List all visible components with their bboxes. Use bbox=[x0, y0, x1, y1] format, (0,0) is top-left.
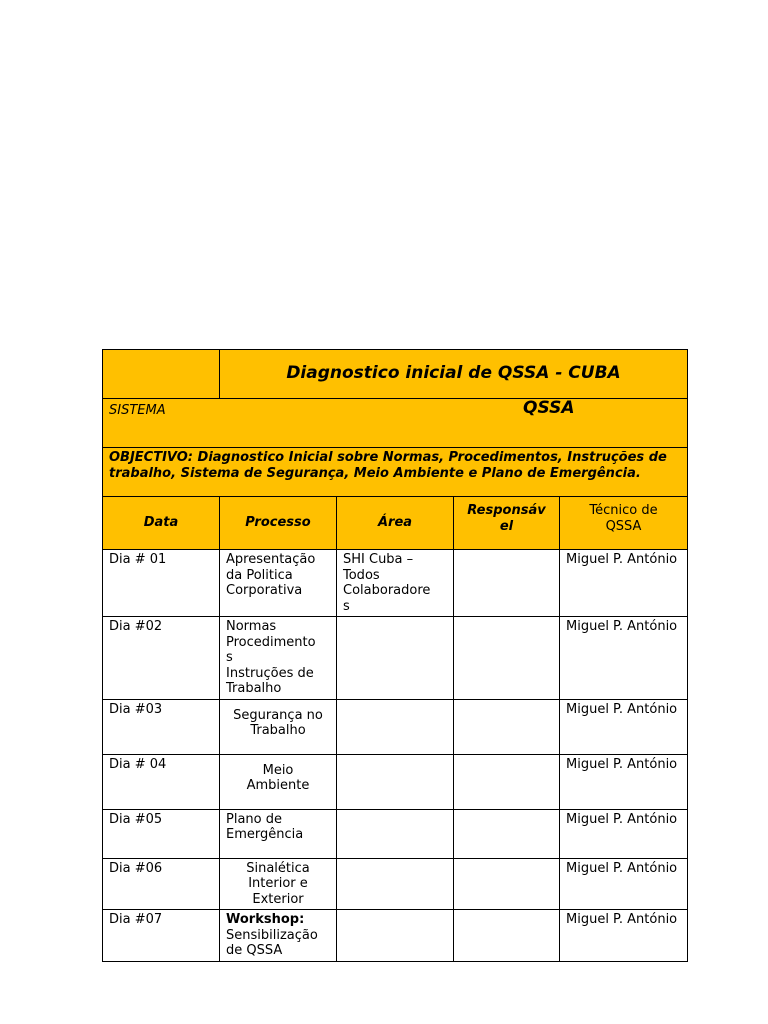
cell-processo: Sinalética Interior e Exterior bbox=[220, 858, 337, 910]
cell-area bbox=[337, 910, 454, 962]
responsavel-header-line2: el bbox=[499, 518, 514, 534]
cell-responsavel bbox=[454, 910, 560, 962]
processo-text: Sensibilização de QSSA bbox=[226, 927, 318, 958]
area-line4: s bbox=[343, 598, 350, 614]
processo-line5: Trabalho bbox=[226, 681, 282, 696]
table-row bbox=[103, 550, 688, 617]
cell-responsavel bbox=[454, 809, 560, 858]
column-header-responsavel bbox=[454, 497, 560, 550]
cell-area bbox=[337, 617, 454, 700]
cell-data: Dia #03 bbox=[103, 699, 220, 754]
column-header-area: Área bbox=[337, 497, 454, 550]
cell-processo bbox=[220, 910, 337, 962]
table-row bbox=[103, 809, 688, 858]
cell-processo: Plano de Emergência bbox=[220, 809, 337, 858]
cell-tecnico: Miguel P. António bbox=[560, 858, 688, 910]
cell-area bbox=[337, 754, 454, 809]
cell-tecnico: Miguel P. António bbox=[560, 809, 688, 858]
sistema-label: SISTEMA bbox=[109, 403, 166, 418]
cell-area bbox=[337, 550, 454, 617]
cell-data: Dia # 04 bbox=[103, 754, 220, 809]
cell-area bbox=[337, 809, 454, 858]
cell-processo: Segurança no Trabalho bbox=[220, 699, 337, 754]
sistema-value: QSSA bbox=[523, 398, 575, 418]
table-row bbox=[103, 699, 688, 754]
cell-responsavel bbox=[454, 550, 560, 617]
cell-area bbox=[337, 699, 454, 754]
area-line2: Todos bbox=[343, 567, 380, 583]
cell-data: Dia #02 bbox=[103, 617, 220, 700]
column-header-data: Data bbox=[103, 497, 220, 550]
title-empty-cell bbox=[103, 350, 220, 399]
cell-responsavel bbox=[454, 754, 560, 809]
tecnico-header-line2: QSSA bbox=[605, 518, 642, 534]
table-row bbox=[103, 617, 688, 700]
area-line1: SHI Cuba – bbox=[343, 552, 414, 567]
processo-line3: s bbox=[226, 650, 233, 665]
objectivo-row bbox=[103, 448, 688, 497]
cell-tecnico: Miguel P. António bbox=[560, 699, 688, 754]
title-row bbox=[103, 350, 688, 399]
sistema-row bbox=[103, 399, 688, 448]
cell-tecnico: Miguel P. António bbox=[560, 910, 688, 962]
cell-data: Dia #07 bbox=[103, 910, 220, 962]
tecnico-header-line1: Técnico de bbox=[589, 503, 658, 518]
cell-tecnico: Miguel P. António bbox=[560, 617, 688, 700]
table-row bbox=[103, 754, 688, 809]
area-line3: Colaboradore bbox=[343, 583, 431, 598]
cell-responsavel bbox=[454, 858, 560, 910]
objectivo-text: OBJECTIVO: Diagnostico Inicial sobre Normas, Procedimentos, Instruções de trabalho, Sistema de Segurança, Meio Ambiente e Plano de Emergência. bbox=[103, 448, 688, 497]
processo-line4: Instruções de bbox=[226, 665, 314, 681]
cell-responsavel bbox=[454, 699, 560, 754]
cell-responsavel bbox=[454, 617, 560, 700]
cell-data: Dia #06 bbox=[103, 858, 220, 910]
column-header-tecnico bbox=[560, 497, 688, 550]
cell-area bbox=[337, 858, 454, 910]
document-title: Diagnostico inicial de QSSA - CUBA bbox=[220, 350, 688, 399]
table-row bbox=[103, 910, 688, 962]
cell-data: Dia # 01 bbox=[103, 550, 220, 617]
header-row bbox=[103, 497, 688, 550]
cell-processo bbox=[220, 617, 337, 700]
cell-data: Dia #05 bbox=[103, 809, 220, 858]
column-header-processo: Processo bbox=[220, 497, 337, 550]
responsavel-header-line1: Responsáv bbox=[467, 503, 546, 518]
cell-processo: Apresentação da Politica Corporativa bbox=[220, 550, 337, 617]
cell-tecnico: Miguel P. António bbox=[560, 754, 688, 809]
cell-processo: Meio Ambiente bbox=[220, 754, 337, 809]
cell-tecnico: Miguel P. António bbox=[560, 550, 688, 617]
processo-workshop-label: Workshop: bbox=[226, 912, 305, 927]
table-row bbox=[103, 858, 688, 910]
sistema-cell bbox=[103, 399, 688, 448]
processo-line2: Procedimento bbox=[226, 634, 316, 650]
diagnostic-table bbox=[102, 349, 688, 962]
processo-line1: Normas bbox=[226, 619, 277, 634]
